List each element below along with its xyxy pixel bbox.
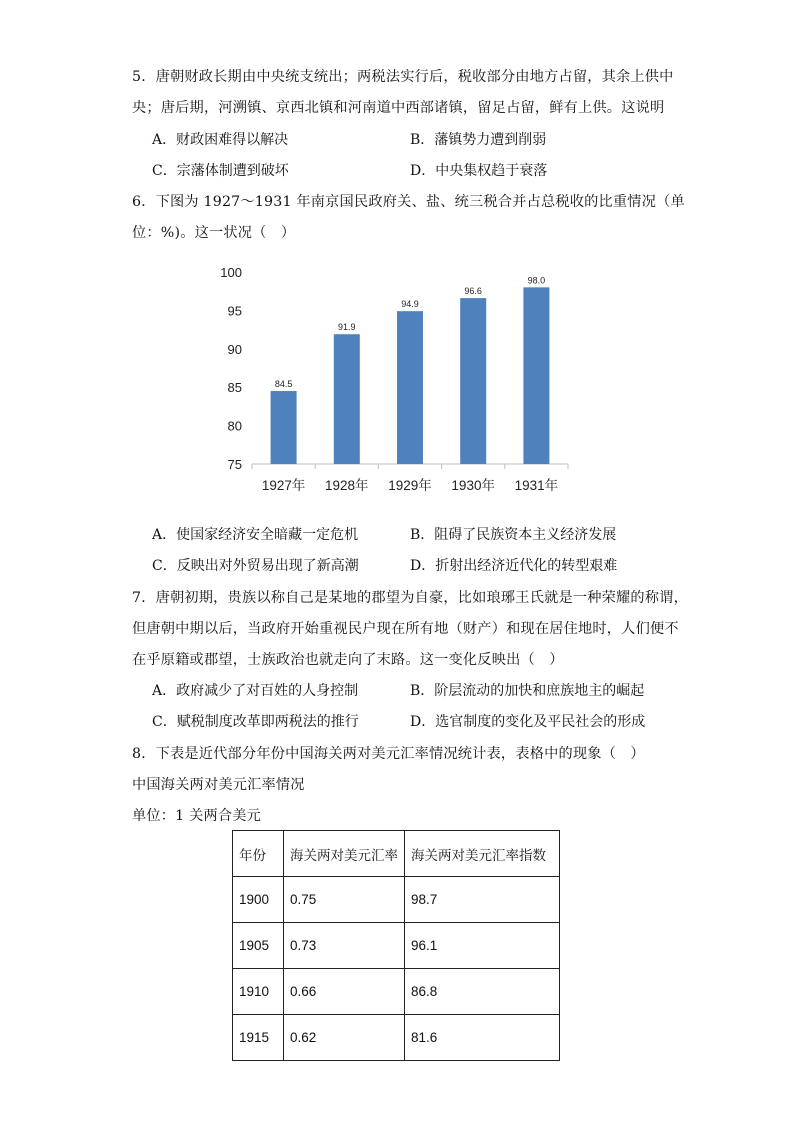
y-tick-label: 75	[227, 457, 242, 472]
q7-stem-line-3: 在乎原籍或郡望，士族政治也就走向了末路。这一变化反映出（ ）	[132, 652, 564, 668]
q8-table-title: 中国海关两对美元汇率情况	[132, 777, 305, 793]
cell-index: 86.8	[405, 969, 560, 1015]
x-tick-label: 1929年	[388, 478, 432, 493]
bar	[397, 311, 423, 464]
header-rate-index: 海关两对美元汇率指数	[405, 831, 560, 877]
cell-year: 1915	[233, 1015, 284, 1061]
q7-option-b: B．阶层流动的加快和庶族地主的崛起	[410, 683, 645, 699]
cell-year: 1900	[233, 877, 284, 923]
header-rate: 海关两对美元汇率	[284, 831, 405, 877]
cell-rate: 0.66	[284, 969, 405, 1015]
table-row	[233, 1015, 560, 1061]
q6-option-a: A．使国家经济安全暗藏一定危机	[152, 527, 359, 543]
x-tick-label: 1928年	[325, 478, 369, 493]
q7-option-a: A．政府减少了对百姓的人身控制	[152, 683, 359, 699]
q8-table-unit: 单位：1 关两合美元	[132, 808, 262, 824]
y-tick-label: 90	[227, 341, 242, 357]
q7-option-c: C．赋税制度改革即两税法的推行	[152, 714, 359, 730]
q6-stem-line-2: 位：%)。这一状况（ ）	[132, 225, 296, 241]
q6-option-c: C．反映出对外贸易出现了新高潮	[152, 558, 359, 574]
cell-index: 81.6	[405, 1015, 560, 1061]
table-row	[233, 877, 560, 923]
header-year: 年份	[233, 831, 284, 877]
y-tick-label: 100	[220, 265, 242, 280]
x-tick-label: 1931年	[514, 478, 559, 493]
x-tick-label: 1930年	[451, 478, 495, 493]
cell-year: 1910	[233, 969, 284, 1015]
cell-rate: 0.73	[284, 923, 405, 969]
bar	[334, 334, 360, 464]
q5-option-a: A．财政困难得以解决	[152, 132, 289, 148]
q6-stem-line-1: 6．下图为 1927～1931 年南京国民政府关、盐、统三税合并占总税收的比重情况（单	[132, 194, 685, 210]
cell-index: 98.7	[405, 877, 560, 923]
exchange-rate-table	[232, 830, 560, 1061]
bar	[523, 287, 549, 464]
cell-rate: 0.75	[284, 877, 405, 923]
q5-option-d: D．中央集权趋于衰落	[410, 163, 548, 179]
q7-stem-line-1: 7．唐朝初期，贵族以称自己是某地的郡望为自豪，比如琅琊王氏就是一种荣耀的称谓，	[132, 590, 688, 606]
table-header-row	[233, 831, 560, 877]
y-tick-label: 85	[227, 380, 242, 396]
table-row	[233, 923, 560, 969]
data-label: 84.5	[274, 379, 293, 390]
data-label: 96.6	[464, 286, 482, 297]
q8-stem-line-1: 8．下表是近代部分年份中国海关两对美元汇率情况统计表，表格中的现象（ ）	[132, 746, 645, 762]
cell-index: 96.1	[405, 923, 560, 969]
data-label: 94.9	[401, 299, 419, 310]
q5-option-b: B．藩镇势力遭到削弱	[410, 132, 547, 148]
tax-share-bar-chart	[206, 256, 586, 508]
q5-stem-line-1: 5．唐朝财政长期由中央统支统出；两税法实行后，税收部分由地方占留，其余上供中	[132, 69, 674, 85]
q5-option-c: C．宗藩体制遭到破坏	[152, 163, 289, 179]
data-label: 91.9	[338, 322, 356, 333]
data-label: 98.0	[527, 275, 546, 286]
q6-option-d: D．折射出经济近代化的转型艰难	[410, 558, 618, 574]
q7-option-d: D．选官制度的变化及平民社会的形成	[410, 714, 646, 730]
bar	[271, 391, 297, 464]
y-tick-label: 95	[227, 303, 242, 319]
table-row	[233, 969, 560, 1015]
bar	[460, 298, 486, 464]
q6-option-b: B．阻碍了民族资本主义经济发展	[410, 527, 617, 543]
q7-stem-line-2: 但唐朝中期以后，当政府开始重视民户现在所有地（财产）和现在居住地时，人们便不	[132, 621, 679, 637]
x-tick-label: 1927年	[261, 478, 306, 493]
cell-rate: 0.62	[284, 1015, 405, 1061]
q5-stem-line-2: 央；唐后期，河溯镇、京西北镇和河南道中西部诸镇，留足占留，鲜有上供。这说明	[132, 100, 665, 116]
y-tick-label: 80	[227, 418, 242, 434]
cell-year: 1905	[233, 923, 284, 969]
